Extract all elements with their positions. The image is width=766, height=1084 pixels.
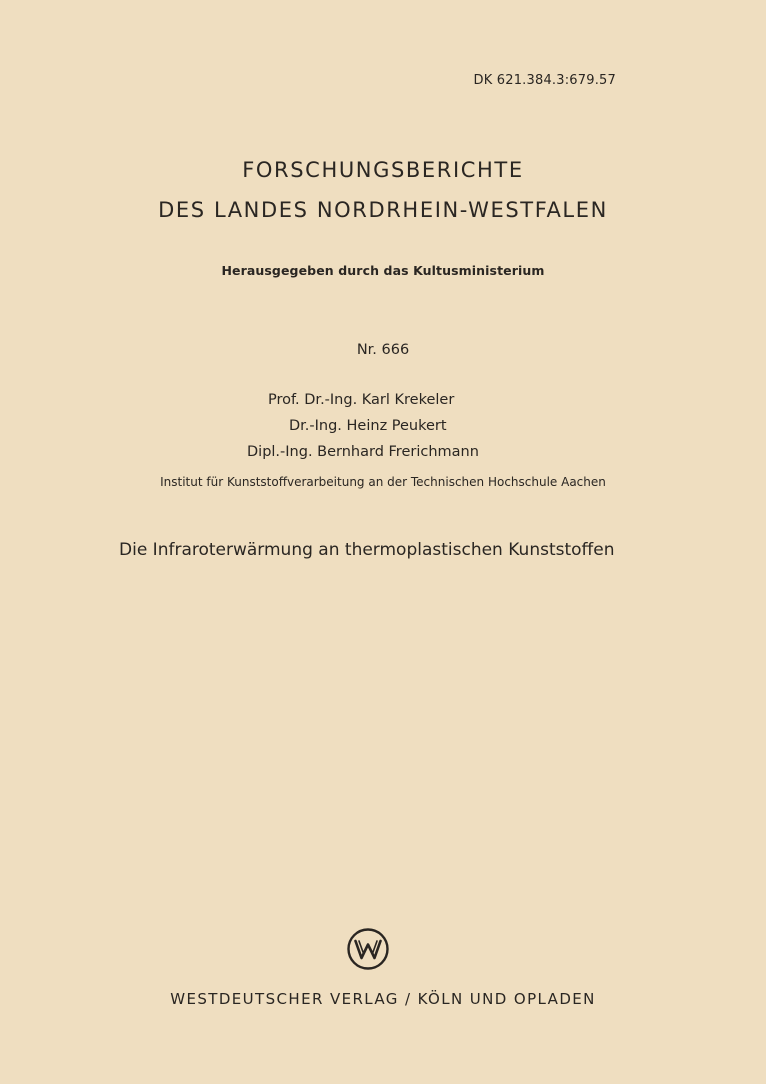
author-2: Dr.-Ing. Heinz Peukert bbox=[289, 418, 447, 434]
series-title-line-1: FORSCHUNGSBERICHTE bbox=[242, 158, 524, 182]
series-title-line-2: DES LANDES NORDRHEIN-WESTFALEN bbox=[158, 198, 608, 222]
report-number: Nr. 666 bbox=[356, 342, 410, 358]
report-title: Die Infraroterwärmung an thermoplastischen Kunststoffen bbox=[119, 540, 615, 560]
classification-code: DK 621.384.3:679.57 bbox=[473, 73, 616, 88]
institute-line: Institut für Kunststoffverarbeitung an der Technischen Hochschule Aachen bbox=[160, 475, 606, 489]
publisher-imprint: WESTDEUTSCHER VERLAG / KÖLN UND OPLADEN bbox=[170, 990, 596, 1008]
westdeutscher-verlag-w-logo-icon bbox=[346, 927, 390, 971]
editor-line: Herausgegeben durch das Kultusministerium bbox=[221, 263, 545, 278]
author-3: Dipl.-Ing. Bernhard Frerichmann bbox=[247, 444, 479, 460]
author-1: Prof. Dr.-Ing. Karl Krekeler bbox=[268, 392, 455, 408]
